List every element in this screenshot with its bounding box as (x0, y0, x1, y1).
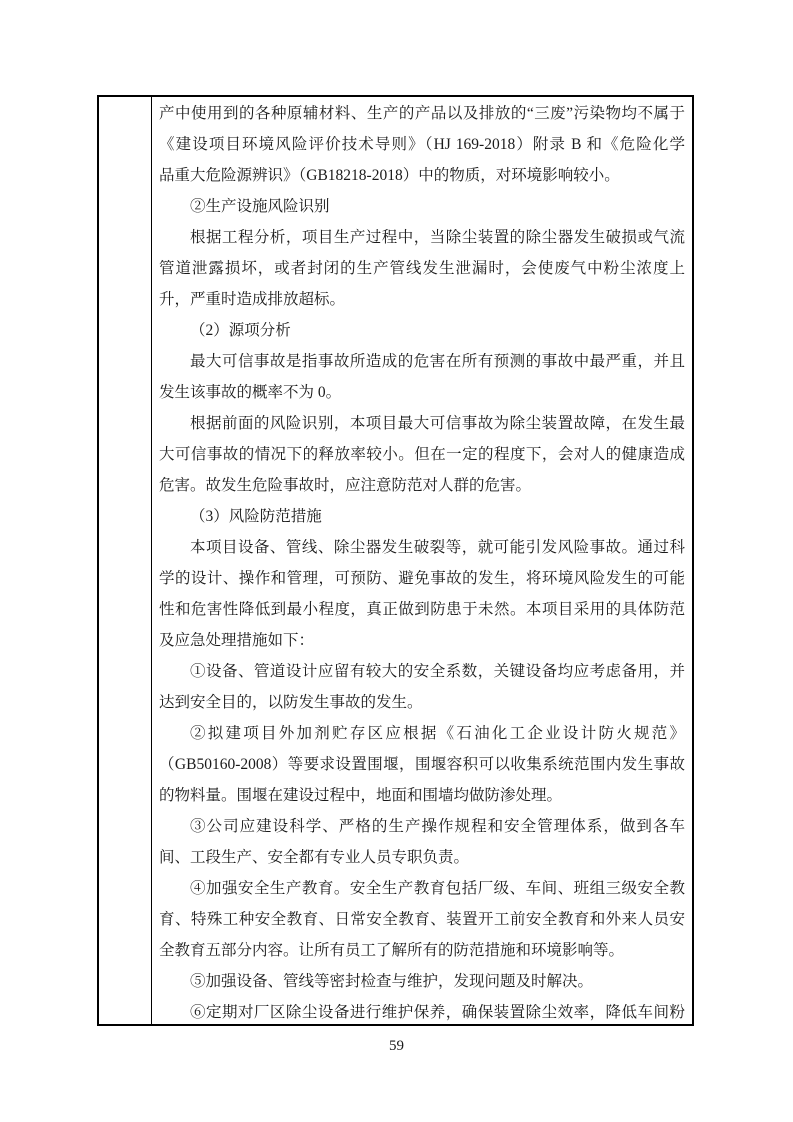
table-left-cell (99, 97, 152, 1024)
text-line: 危害。故发生危险事故时，应注意防范对人群的危害。 (159, 477, 532, 494)
text-line: 本项目设备、管线、除尘器发生破裂等，就可能引发风险事故。通过科 (190, 539, 685, 556)
text-line: 全教育五部分内容。让所有员工了解所有的防范措施和环境影响等。 (159, 942, 625, 959)
text-line: 达到安全目的，以防发生事故的发生。 (159, 694, 423, 711)
text-line: ④加强安全生产教育。安全生产教育包括厂级、车间、班组三级安全教 (190, 880, 685, 897)
text-line: ③公司应建设科学、严格的生产操作规程和安全管理体系，做到各车 (190, 818, 685, 835)
text-line: ②拟建项目外加剂贮存区应根据《石油化工企业设计防火规范》 (190, 725, 685, 742)
text-line: 及应急处理措施如下： (159, 632, 315, 649)
text-line: ⑤加强设备、管线等密封检查与维护，发现问题及时解决。 (190, 973, 594, 990)
text-line: （GB50160-2008）等要求设置围堰，围堰容积可以收集系统范围内发生事故 (159, 756, 685, 773)
text-line: 间、工段生产、安全都有专业人员专职负责。 (159, 849, 470, 866)
text-line: 学的设计、操作和管理，可预防、避免事故的发生，将环境风险发生的可能 (159, 570, 685, 587)
page-number: 59 (389, 1038, 404, 1054)
text-line: 品重大危险源辨识》（GB18218-2018）中的物质，对环境影响较小。 (159, 167, 620, 184)
document-table (97, 95, 694, 1026)
text-line: ②生产设施风险识别 (190, 198, 330, 215)
text-line: 根据前面的风险识别，本项目最大可信事故为除尘装置故障，在发生最 (190, 415, 685, 432)
text-line: 性和危害性降低到最小程度，真正做到防患于未然。本项目采用的具体防范 (159, 601, 685, 618)
text-line: 大可信事故的情况下的释放率较小。但在一定的程度下，会对人的健康造成 (159, 446, 685, 463)
table-content-cell (152, 97, 692, 1024)
text-line: 管道泄露损坏，或者封闭的生产管线发生泄漏时，会使废气中粉尘浓度上 (159, 260, 685, 277)
text-line: （3）风险防范措施 (190, 508, 322, 525)
text-line: 根据工程分析，项目生产过程中，当除尘装置的除尘器发生破损或气流 (190, 229, 685, 246)
text-line: 《建设项目环境风险评价技术导则》（HJ 169-2018）附录 B 和《危险化学 (159, 136, 685, 153)
text-line: ①设备、管道设计应留有较大的安全系数，关键设备均应考虑备用，并 (190, 663, 685, 680)
text-line: 的物料量。围堰在建设过程中，地面和围墙均做防渗处理。 (159, 787, 563, 804)
text-line: 升，严重时造成排放超标。 (159, 291, 346, 308)
text-line: 产中使用到的各种原辅材料、生产的产品以及排放的“三废”污染物均不属于 (159, 105, 685, 122)
text-line: ⑥定期对厂区除尘设备进行维护保养，确保装置除尘效率，降低车间粉 (190, 1004, 685, 1021)
text-line: 育、特殊工种安全教育、日常安全教育、装置开工前安全教育和外来人员安 (159, 911, 685, 928)
text-line: 最大可信事故是指事故所造成的危害在所有预测的事故中最严重，并且 (190, 353, 685, 370)
text-line: 发生该事故的概率不为 0。 (159, 384, 342, 401)
text-line: （2）源项分析 (190, 322, 291, 339)
